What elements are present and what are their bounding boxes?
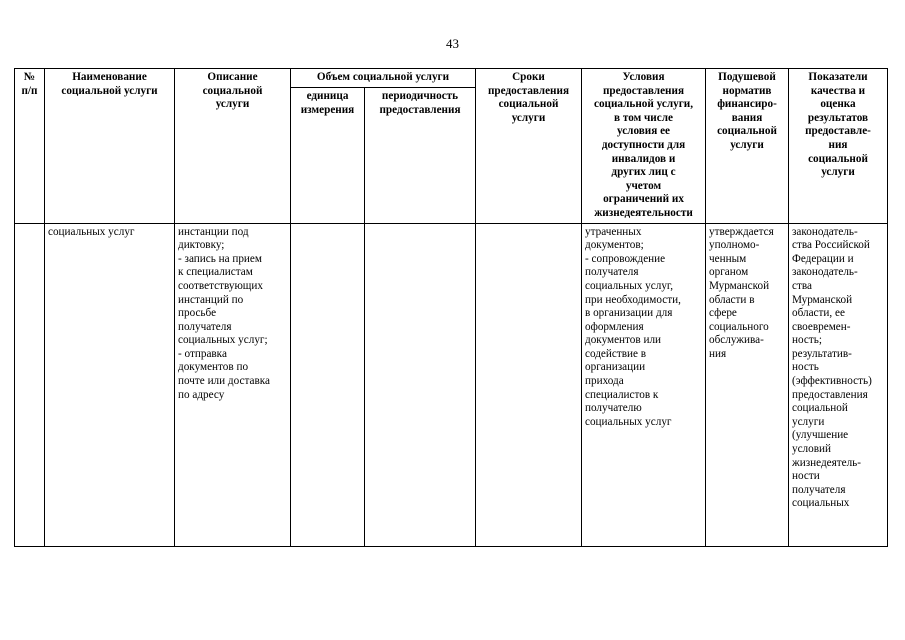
cell-conditions: утраченных документов; - сопровождение получателя социальных услуг, при необходимости, в организации для оформления документов или содействие в организации прихода специалистов к получателю социальных услуг (582, 223, 706, 546)
header-description: Описание социальной услуги (175, 69, 291, 224)
cell-service-name: социальных услуг (45, 223, 175, 546)
header-unit: единица измерения (291, 88, 365, 223)
cell-terms (476, 223, 582, 546)
header-norm: Подушевой норматив финансиро- вания социальной услуги (706, 69, 789, 224)
header-conditions: Условия предоставления социальной услуги, в том числе условия ее доступности для инвалидов и других лиц с учетом ограничений их жизнедеятельности (582, 69, 706, 224)
header-volume: Объем социальной услуги (291, 69, 476, 88)
cell-description: инстанции под диктовку; - запись на прием к специалистам соответствующих инстанций по просьбе получателя социальных услуг; - отправка документов по почте или доставка по адресу (175, 223, 291, 546)
header-indicators: Показатели качества и оценка результатов предоставле- ния социальной услуги (789, 69, 888, 224)
header-periodicity: периодичность предоставления (365, 88, 476, 223)
services-table (14, 68, 888, 547)
header-row-1 (15, 69, 888, 88)
header-num: № п/п (15, 69, 45, 224)
cell-num (15, 223, 45, 546)
cell-indicators: законодатель- ства Российской Федерации и законодатель- ства Мурманской области, ее своевремен- ность; результатив- ность (эффективность) предоставления социальной услуги (улучшение условий жизнедеятель- ности получателя социальных (789, 223, 888, 546)
header-terms: Сроки предоставления социальной услуги (476, 69, 582, 224)
table-row (15, 223, 888, 546)
cell-norm: утверждается уполномо- ченным органом Мурманской области в сфере социального обслужива- ния (706, 223, 789, 546)
page-number: 43 (446, 36, 459, 51)
cell-unit (291, 223, 365, 546)
cell-periodicity (365, 223, 476, 546)
header-service-name: Наименование социальной услуги (45, 69, 175, 224)
